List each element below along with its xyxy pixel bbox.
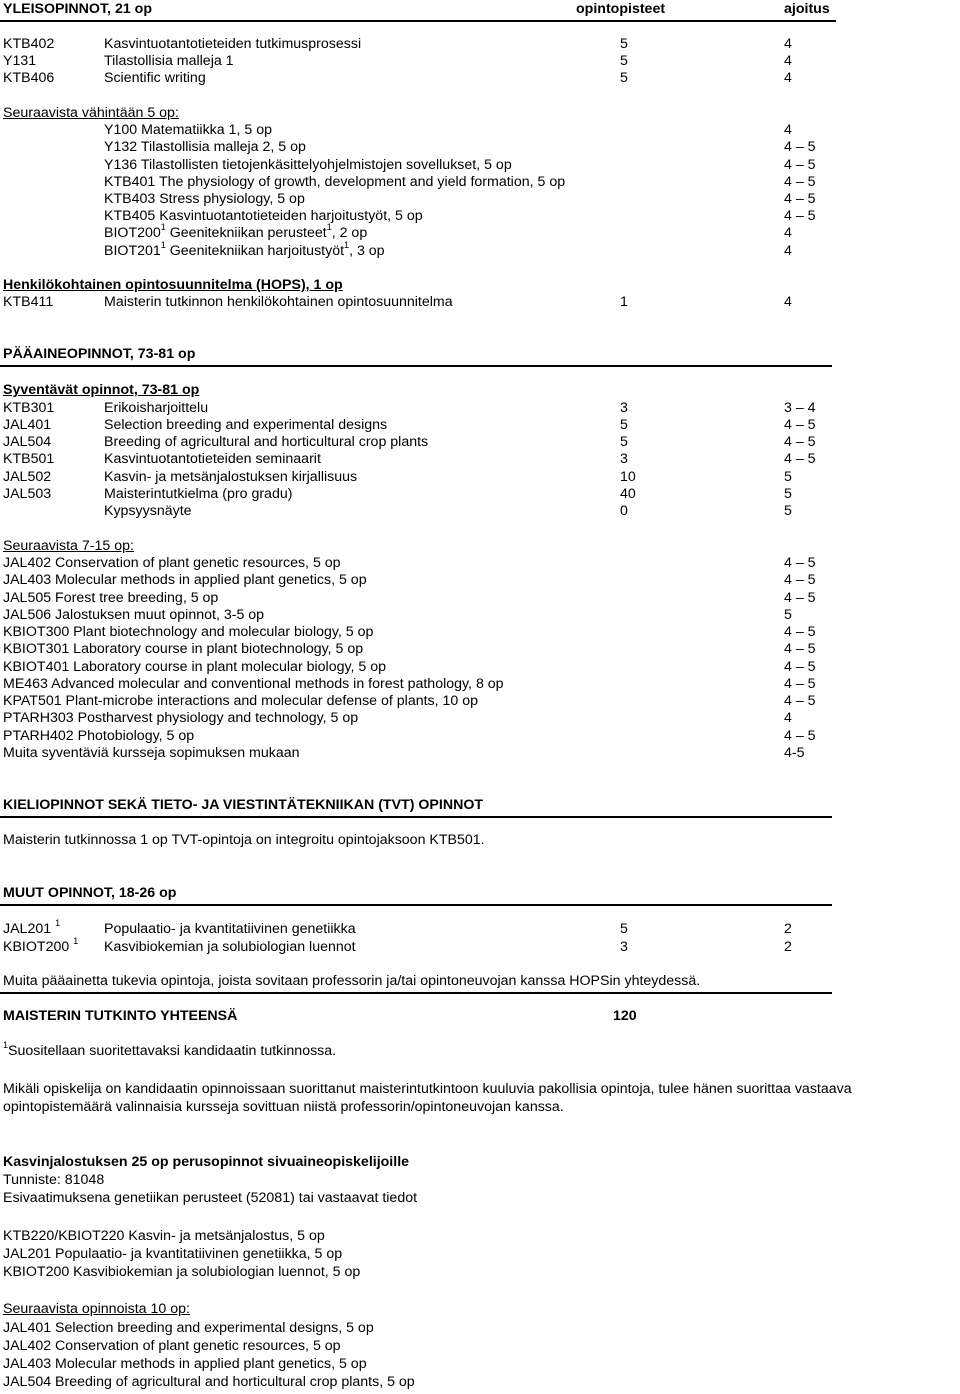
course-ajoitus: 2 [784, 921, 792, 937]
choice-row [0, 138, 960, 156]
choice-row [0, 207, 960, 225]
course-name: Maisterintutkielma (pro gradu) [104, 486, 293, 502]
choice-ajoitus: 4 – 5 [784, 572, 816, 588]
choice-tail: , 3 op [349, 243, 385, 259]
minor-choice-heading [0, 1300, 960, 1318]
choice-code: BIOT200 [104, 225, 161, 241]
choice-text: KTB401 The physiology of growth, development and yield formation, 5 op [104, 174, 566, 190]
choice-text: KTB403 Stress physiology, 5 op [104, 191, 305, 207]
course-row [0, 938, 960, 956]
choice-row [0, 709, 960, 727]
choice-ajoitus: 4 [784, 225, 792, 241]
section-header-language [0, 796, 960, 814]
course-ajoitus: 4 [784, 294, 792, 310]
course-code: Y131 [3, 53, 37, 69]
choice-heading-text: Seuraavista 7-15 op: [3, 538, 134, 554]
total-rule [0, 992, 832, 994]
section-rule-language [0, 816, 832, 818]
course-ajoitus: 5 [784, 503, 792, 519]
choice-ajoitus: 4 – 5 [784, 590, 816, 606]
course-row [0, 293, 960, 311]
course-op: 3 [620, 451, 628, 467]
choice-row [0, 173, 960, 191]
course-op: 1 [620, 294, 628, 310]
total-label: MAISTERIN TUTKINTO YHTEENSÄ [3, 1008, 238, 1024]
choice-text: KBIOT301 Laboratory course in plant biotechnology, 5 op [3, 641, 364, 657]
section-title-other: MUUT OPINNOT, 18-26 op [3, 885, 177, 901]
choice-ajoitus: 4 – 5 [784, 208, 816, 224]
choice-text: ME463 Advanced molecular and conventional methods in forest pathology, 8 op [3, 676, 504, 692]
choice-ajoitus: 4 – 5 [784, 659, 816, 675]
minor-course-row [0, 1245, 960, 1263]
choice-row [0, 190, 960, 208]
choice-text: JAL506 Jalostuksen muut opinnot, 3-5 op [3, 607, 265, 623]
minor-course: KBIOT200 Kasvibiokemian ja solubiologian luennot, 5 op [3, 1264, 361, 1280]
footnote-marker: 1 [344, 240, 350, 251]
course-code: JAL502 [3, 469, 52, 485]
course-ajoitus: 4 [784, 53, 792, 69]
course-op: 40 [620, 486, 636, 502]
hops-heading [0, 276, 960, 294]
choice-text: PTARH402 Photobiology, 5 op [3, 728, 195, 744]
minor-course: JAL201 Populaatio- ja kvantitatiivinen genetiikka, 5 op [3, 1246, 343, 1262]
course-name: Kasvibiokemian ja solubiologian luennot [104, 939, 356, 955]
minor-course-row [0, 1227, 960, 1245]
choice-code: BIOT201 [104, 243, 161, 259]
footnote-text [3, 1042, 336, 1060]
choice-ajoitus: 4-5 [784, 745, 805, 761]
other-note-row [0, 972, 960, 990]
section-rule-other [0, 904, 832, 906]
minor-title-row [0, 1153, 960, 1171]
choice-ajoitus: 4 [784, 243, 792, 259]
minor-choice-heading-text: Seuraavista opinnoista 10 op: [3, 1301, 190, 1317]
info-line [0, 1080, 960, 1098]
course-op: 0 [620, 503, 628, 519]
footnote-marker: 1 [3, 1040, 9, 1051]
choice-text: KBIOT300 Plant biotechnology and molecular biology, 5 op [3, 624, 374, 640]
info-line [0, 1098, 960, 1116]
course-row [0, 468, 960, 486]
choice-row [0, 571, 960, 589]
course-op: 5 [620, 70, 628, 86]
course-ajoitus: 4 – 5 [784, 434, 816, 450]
course-name: Kasvin- ja metsänjalostuksen kirjallisuus [104, 469, 358, 485]
section-header-major [0, 345, 960, 363]
choice-row [0, 623, 960, 641]
choice-row [0, 242, 960, 260]
choice-ajoitus: 4 – 5 [784, 728, 816, 744]
course-ajoitus: 4 – 5 [784, 451, 816, 467]
choice-text: KBIOT401 Laboratory course in plant molecular biology, 5 op [3, 659, 387, 675]
choice-text: PTARH303 Postharvest physiology and technology, 5 op [3, 710, 359, 726]
column-header-op: opintopisteet [576, 1, 666, 17]
choice-row [0, 658, 960, 676]
course-code-text: KBIOT200 [3, 939, 70, 955]
hops-heading-text: Henkilökohtainen opintosuunnitelma (HOPS), 1 op [3, 277, 343, 293]
course-name: Maisterin tutkinnon henkilökohtainen opintosuunnitelma [104, 294, 453, 310]
section-header-general [0, 0, 960, 18]
course-code: JAL503 [3, 486, 52, 502]
other-note: Muita pääainetta tukevia opintoja, joista sovitaan professorin ja/tai opintoneuvojan kanssa HOPSin yhteydessä. [3, 973, 701, 989]
sub-heading-major [0, 381, 960, 399]
choice-text: JAL403 Molecular methods in applied plant genetics, 5 op [3, 572, 367, 588]
choice-row [0, 156, 960, 174]
choice-text: Y136 Tilastollisten tietojenkäsittelyohjelmistojen sovellukset, 5 op [104, 157, 512, 173]
choice-row [0, 692, 960, 710]
footnote-marker: 1 [160, 222, 166, 233]
choice-text: Y132 Tilastollisia malleja 2, 5 op [104, 139, 306, 155]
choice-ajoitus: 4 – 5 [784, 174, 816, 190]
choice-row [0, 589, 960, 607]
course-op: 3 [620, 400, 628, 416]
choice-row [0, 640, 960, 658]
choice-row [0, 675, 960, 693]
course-op: 5 [620, 36, 628, 52]
course-ajoitus: 4 – 5 [784, 417, 816, 433]
course-name: Tilastollisia malleja 1 [104, 53, 234, 69]
choice-text: JAL402 Conservation of plant genetic resources, 5 op [3, 555, 341, 571]
course-op: 5 [620, 53, 628, 69]
sub-heading-text: Syventävät opinnot, 73-81 op [3, 382, 200, 398]
course-row [0, 433, 960, 451]
choice-row [0, 121, 960, 139]
course-op: 3 [620, 939, 628, 955]
course-code: KTB301 [3, 400, 55, 416]
choice-ajoitus: 4 – 5 [784, 641, 816, 657]
minor-choice-row [0, 1373, 960, 1391]
minor-choice-row [0, 1337, 960, 1355]
course-ajoitus: 5 [784, 469, 792, 485]
course-op: 5 [620, 434, 628, 450]
section-title-general: YLEISOPINNOT, 21 op [3, 1, 152, 17]
course-ajoitus: 4 [784, 70, 792, 86]
choice-heading-text: Seuraavista vähintään 5 op: [3, 105, 179, 121]
footnote-marker: 1 [55, 918, 61, 929]
course-name: Kasvintuotantotieteiden seminaarit [104, 451, 321, 467]
choice-title: Geenitekniikan perusteet [169, 225, 327, 241]
minor-prereq-row [0, 1189, 960, 1207]
footnote-marker: 1 [73, 936, 79, 947]
choice-ajoitus: 4 – 5 [784, 676, 816, 692]
choice-text [104, 242, 385, 260]
course-code: KTB402 [3, 36, 55, 52]
choice-tail: , 2 op [331, 225, 368, 241]
course-op: 5 [620, 921, 628, 937]
minor-title: Kasvinjalostuksen 25 op perusopinnot sivuaineopiskelijoille [3, 1154, 410, 1170]
section-title-language: KIELIOPINNOT SEKÄ TIETO- JA VIESTINTÄTEKNIIKAN (TVT) OPINNOT [3, 797, 484, 813]
course-row [0, 52, 960, 70]
minor-tunniste: Tunniste: 81048 [3, 1172, 105, 1188]
column-header-ajoitus: ajoitus [784, 1, 830, 17]
minor-tunniste-row [0, 1171, 960, 1189]
course-name: Scientific writing [104, 70, 206, 86]
course-name: Selection breeding and experimental designs [104, 417, 388, 433]
choice-heading-major [0, 537, 960, 555]
minor-choice-row [0, 1355, 960, 1373]
footnote-body: Suositellaan suoritettavaksi kandidaatin tutkinnossa. [8, 1043, 337, 1059]
footnote-row [0, 1042, 960, 1060]
course-row [0, 69, 960, 87]
choice-row [0, 744, 960, 762]
course-name: Kypsyysnäyte [104, 503, 192, 519]
section-title-major: PÄÄAINEOPINNOT, 73-81 op [3, 346, 196, 362]
course-ajoitus: 3 – 4 [784, 400, 816, 416]
minor-prereq: Esivaatimuksena genetiikan perusteet (52081) tai vastaavat tiedot [3, 1190, 418, 1206]
choice-title: Geenitekniikan harjoitustyöt [169, 243, 345, 259]
course-code: JAL401 [3, 417, 52, 433]
course-row [0, 920, 960, 938]
course-name: Kasvintuotantotieteiden tutkimusprosessi [104, 36, 362, 52]
choice-text: Y100 Matematiikka 1, 5 op [104, 122, 272, 138]
course-ajoitus: 2 [784, 939, 792, 955]
section-header-other [0, 884, 960, 902]
language-text-row [0, 831, 960, 849]
course-code-text: JAL201 [3, 921, 52, 937]
course-code: JAL504 [3, 434, 52, 450]
course-code [3, 938, 78, 956]
course-op: 5 [620, 417, 628, 433]
choice-ajoitus: 4 [784, 122, 792, 138]
minor-choice-text: JAL402 Conservation of plant genetic resources, 5 op [3, 1338, 341, 1354]
course-row [0, 35, 960, 53]
course-name: Breeding of agricultural and horticultural crop plants [104, 434, 429, 450]
course-code: KTB411 [3, 294, 54, 310]
footnote-marker: 1 [160, 240, 166, 251]
section-rule-major [0, 365, 832, 367]
language-text: Maisterin tutkinnossa 1 op TVT-opintoja on integroitu opintojaksoon KTB501. [3, 832, 485, 848]
minor-choice-text: JAL401 Selection breeding and experimental designs, 5 op [3, 1320, 374, 1336]
minor-choice-row [0, 1319, 960, 1337]
choice-ajoitus: 4 [784, 710, 792, 726]
total-row [0, 1007, 960, 1025]
total-value: 120 [613, 1008, 637, 1024]
choice-ajoitus: 4 – 5 [784, 555, 816, 571]
course-ajoitus: 5 [784, 486, 792, 502]
choice-ajoitus: 4 – 5 [784, 693, 816, 709]
choice-row [0, 224, 960, 242]
choice-heading-general [0, 104, 960, 122]
minor-choice-text: JAL403 Molecular methods in applied plant genetics, 5 op [3, 1356, 367, 1372]
course-code: KTB406 [3, 70, 55, 86]
header-rule [0, 20, 836, 22]
course-name: Erikoisharjoittelu [104, 400, 209, 416]
choice-text [104, 224, 367, 242]
course-op: 10 [620, 469, 636, 485]
choice-ajoitus: 4 – 5 [784, 139, 816, 155]
course-row [0, 399, 960, 417]
choice-row [0, 727, 960, 745]
choice-row [0, 606, 960, 624]
minor-course-row [0, 1263, 960, 1281]
choice-ajoitus: 4 – 5 [784, 624, 816, 640]
choice-ajoitus: 5 [784, 607, 792, 623]
footnote-marker: 1 [326, 222, 332, 233]
course-row [0, 450, 960, 468]
choice-text: JAL505 Forest tree breeding, 5 op [3, 590, 219, 606]
choice-row [0, 554, 960, 572]
course-row [0, 502, 960, 520]
course-name: Populaatio- ja kvantitatiivinen genetiikka [104, 921, 356, 937]
course-code: KTB501 [3, 451, 55, 467]
info-text: opintopistemäärä valinnaisia kursseja sovittuan niistä professorin/opintoneuvojan kanssa. [3, 1099, 564, 1115]
choice-text: Muita syventäviä kursseja sopimuksen mukaan [3, 745, 300, 761]
choice-text: KPAT501 Plant-microbe interactions and molecular defense of plants, 10 op [3, 693, 479, 709]
choice-text: KTB405 Kasvintuotantotieteiden harjoitustyöt, 5 op [104, 208, 423, 224]
minor-choice-text: JAL504 Breeding of agricultural and horticultural crop plants, 5 op [3, 1374, 415, 1390]
course-ajoitus: 4 [784, 36, 792, 52]
minor-course: KTB220/KBIOT220 Kasvin- ja metsänjalostus, 5 op [3, 1228, 325, 1244]
course-code [3, 920, 60, 938]
info-text: Mikäli opiskelija on kandidaatin opinnoissaan suorittanut maisterintutkintoon kuuluvia pakollisia opintoja, tulee hänen suorittaa vastaava [3, 1081, 852, 1097]
course-row [0, 485, 960, 503]
choice-ajoitus: 4 – 5 [784, 157, 816, 173]
course-row [0, 416, 960, 434]
choice-ajoitus: 4 – 5 [784, 191, 816, 207]
